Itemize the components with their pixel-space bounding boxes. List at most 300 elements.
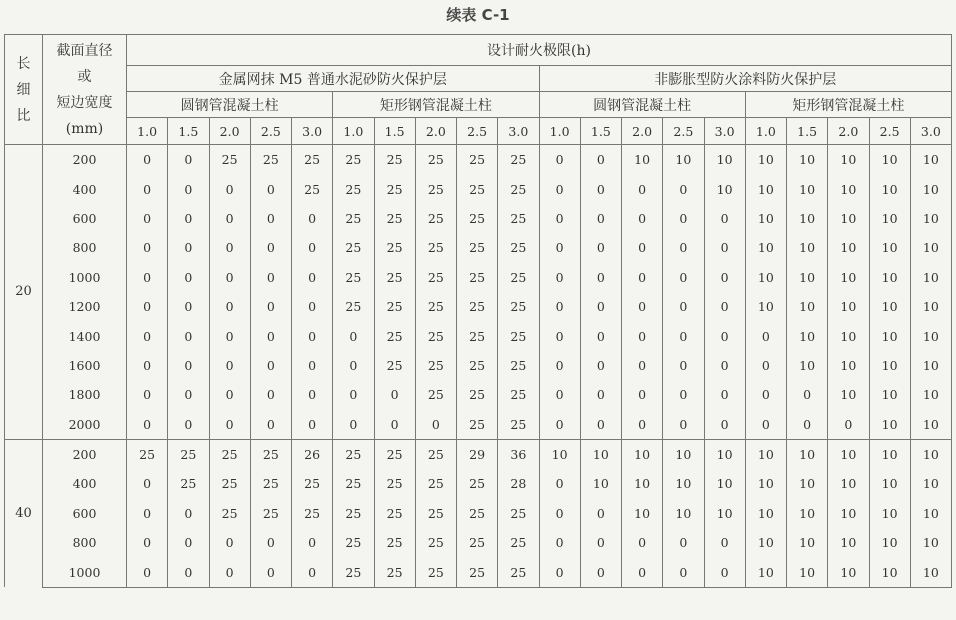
value-cell: 10 — [663, 469, 704, 498]
value-cell: 25 — [333, 439, 374, 469]
value-cell: 0 — [745, 410, 786, 440]
value-cell: 25 — [415, 292, 456, 321]
value-cell: 0 — [168, 528, 209, 557]
value-cell: 25 — [250, 145, 291, 175]
value-cell: 0 — [539, 499, 580, 528]
slenderness-cell: 20 — [5, 145, 43, 440]
value-cell: 0 — [539, 410, 580, 440]
value-cell: 0 — [168, 351, 209, 380]
value-cell: 25 — [415, 557, 456, 587]
value-cell: 0 — [127, 204, 168, 233]
value-cell: 25 — [498, 321, 539, 350]
value-cell: 0 — [209, 174, 250, 203]
value-cell: 10 — [910, 233, 951, 262]
value-cell: 0 — [127, 380, 168, 409]
value-cell: 0 — [622, 204, 663, 233]
table-body — [5, 145, 952, 588]
value-cell: 25 — [415, 174, 456, 203]
value-cell: 0 — [663, 292, 704, 321]
value-cell: 25 — [250, 469, 291, 498]
value-cell: 0 — [168, 263, 209, 292]
value-cell: 25 — [415, 321, 456, 350]
value-cell: 0 — [333, 351, 374, 380]
value-cell: 25 — [374, 204, 415, 233]
value-cell: 0 — [292, 292, 333, 321]
value-cell: 25 — [209, 439, 250, 469]
value-cell: 0 — [250, 351, 291, 380]
value-cell: 0 — [250, 233, 291, 262]
value-cell: 25 — [168, 439, 209, 469]
value-cell: 25 — [457, 557, 498, 587]
value-cell: 0 — [704, 292, 745, 321]
value-cell: 10 — [869, 204, 910, 233]
value-cell: 0 — [704, 557, 745, 587]
value-cell: 0 — [539, 321, 580, 350]
value-cell: 0 — [580, 410, 621, 440]
value-cell: 10 — [745, 145, 786, 175]
value-cell: 0 — [622, 528, 663, 557]
value-cell: 25 — [333, 292, 374, 321]
value-cell: 0 — [580, 380, 621, 409]
value-cell: 10 — [828, 321, 869, 350]
value-cell: 0 — [127, 174, 168, 203]
group-header-coating: 非膨胀型防火涂料防火保护层 — [539, 66, 952, 92]
value-cell: 0 — [580, 499, 621, 528]
fire-protection-table — [4, 34, 952, 588]
value-cell: 29 — [457, 439, 498, 469]
table-row — [5, 174, 952, 203]
value-cell: 25 — [209, 499, 250, 528]
table-row — [5, 499, 952, 528]
value-cell: 0 — [292, 410, 333, 440]
value-cell: 0 — [704, 351, 745, 380]
value-cell: 10 — [869, 439, 910, 469]
value-cell: 25 — [457, 233, 498, 262]
value-cell: 10 — [745, 204, 786, 233]
value-cell: 0 — [704, 204, 745, 233]
value-cell: 10 — [787, 557, 828, 587]
value-cell: 10 — [704, 469, 745, 498]
value-cell: 0 — [127, 469, 168, 498]
value-cell: 25 — [250, 499, 291, 528]
hour-header-cell: 1.0 — [127, 118, 168, 145]
value-cell: 0 — [663, 174, 704, 203]
value-cell: 10 — [704, 499, 745, 528]
value-cell: 0 — [374, 410, 415, 440]
size-cell: 1000 — [43, 557, 127, 587]
value-cell: 10 — [787, 528, 828, 557]
value-cell: 0 — [704, 410, 745, 440]
value-cell: 25 — [374, 145, 415, 175]
value-cell: 10 — [910, 174, 951, 203]
value-cell: 10 — [869, 528, 910, 557]
value-cell: 0 — [704, 321, 745, 350]
value-cell: 0 — [622, 174, 663, 203]
value-cell: 10 — [828, 528, 869, 557]
value-cell: 0 — [663, 263, 704, 292]
subgroup-header: 矩形钢管混凝土柱 — [333, 92, 539, 118]
value-cell: 25 — [333, 469, 374, 498]
value-cell: 25 — [374, 469, 415, 498]
value-cell: 25 — [457, 292, 498, 321]
value-cell: 0 — [292, 380, 333, 409]
value-cell: 25 — [333, 499, 374, 528]
table-header — [5, 35, 952, 145]
hour-header-cell: 1.5 — [168, 118, 209, 145]
value-cell: 0 — [250, 321, 291, 350]
value-cell: 0 — [209, 528, 250, 557]
value-cell: 10 — [663, 145, 704, 175]
hour-header-cell: 2.0 — [415, 118, 456, 145]
value-cell: 25 — [415, 528, 456, 557]
value-cell: 0 — [663, 351, 704, 380]
value-cell: 0 — [622, 263, 663, 292]
value-cell: 10 — [745, 499, 786, 528]
value-cell: 0 — [333, 380, 374, 409]
size-cell: 1400 — [43, 321, 127, 350]
value-cell: 10 — [787, 321, 828, 350]
value-cell: 25 — [333, 174, 374, 203]
value-cell: 25 — [374, 439, 415, 469]
value-cell: 0 — [292, 557, 333, 587]
value-cell: 25 — [292, 469, 333, 498]
value-cell: 25 — [415, 469, 456, 498]
value-cell: 10 — [869, 263, 910, 292]
value-cell: 0 — [539, 145, 580, 175]
value-cell: 0 — [374, 380, 415, 409]
value-cell: 0 — [333, 321, 374, 350]
value-cell: 25 — [457, 351, 498, 380]
value-cell: 10 — [787, 351, 828, 380]
value-cell: 0 — [622, 557, 663, 587]
value-cell: 0 — [127, 145, 168, 175]
value-cell: 25 — [498, 528, 539, 557]
table-row — [5, 321, 952, 350]
value-cell: 10 — [745, 292, 786, 321]
value-cell: 10 — [787, 233, 828, 262]
value-cell: 25 — [498, 174, 539, 203]
value-cell: 0 — [539, 174, 580, 203]
value-cell: 0 — [250, 263, 291, 292]
value-cell: 10 — [745, 439, 786, 469]
value-cell: 25 — [209, 469, 250, 498]
value-cell: 10 — [787, 174, 828, 203]
value-cell: 0 — [539, 351, 580, 380]
hour-header-cell: 1.0 — [745, 118, 786, 145]
value-cell: 25 — [457, 469, 498, 498]
value-cell: 25 — [415, 263, 456, 292]
value-cell: 10 — [622, 469, 663, 498]
value-cell: 0 — [168, 292, 209, 321]
value-cell: 10 — [580, 439, 621, 469]
table-row — [5, 380, 952, 409]
value-cell: 25 — [374, 233, 415, 262]
value-cell: 25 — [374, 321, 415, 350]
value-cell: 25 — [498, 499, 539, 528]
value-cell: 25 — [415, 145, 456, 175]
hour-header-cell: 2.5 — [663, 118, 704, 145]
value-cell: 25 — [415, 204, 456, 233]
hour-header-cell: 1.5 — [374, 118, 415, 145]
value-cell: 10 — [910, 499, 951, 528]
value-cell: 0 — [745, 351, 786, 380]
value-cell: 25 — [457, 145, 498, 175]
value-cell: 10 — [787, 469, 828, 498]
value-cell: 10 — [828, 351, 869, 380]
hour-header-cell: 3.0 — [910, 118, 951, 145]
value-cell: 0 — [580, 528, 621, 557]
slenderness-cell: 40 — [5, 439, 43, 587]
value-cell: 0 — [209, 410, 250, 440]
value-cell: 10 — [828, 263, 869, 292]
hour-header-cell: 2.5 — [869, 118, 910, 145]
value-cell: 0 — [704, 528, 745, 557]
table-row — [5, 528, 952, 557]
value-cell: 10 — [910, 380, 951, 409]
value-cell: 10 — [745, 174, 786, 203]
value-cell: 0 — [580, 292, 621, 321]
value-cell: 10 — [704, 145, 745, 175]
value-cell: 0 — [209, 233, 250, 262]
size-cell: 1000 — [43, 263, 127, 292]
value-cell: 0 — [127, 292, 168, 321]
size-cell: 600 — [43, 204, 127, 233]
value-cell: 10 — [745, 557, 786, 587]
value-cell: 0 — [292, 233, 333, 262]
value-cell: 0 — [663, 233, 704, 262]
value-cell: 0 — [250, 557, 291, 587]
value-cell: 10 — [787, 204, 828, 233]
size-cell: 1200 — [43, 292, 127, 321]
table-row — [5, 469, 952, 498]
value-cell: 0 — [168, 233, 209, 262]
value-cell: 25 — [333, 233, 374, 262]
table-row — [5, 557, 952, 587]
value-cell: 25 — [498, 204, 539, 233]
value-cell: 0 — [580, 145, 621, 175]
value-cell: 10 — [539, 439, 580, 469]
value-cell: 0 — [663, 557, 704, 587]
value-cell: 10 — [828, 145, 869, 175]
value-cell: 0 — [127, 557, 168, 587]
value-cell: 0 — [580, 233, 621, 262]
value-cell: 0 — [539, 204, 580, 233]
value-cell: 10 — [869, 380, 910, 409]
value-cell: 0 — [663, 204, 704, 233]
value-cell: 10 — [828, 557, 869, 587]
value-cell: 10 — [910, 292, 951, 321]
hour-header-cell: 1.0 — [539, 118, 580, 145]
value-cell: 0 — [622, 321, 663, 350]
value-cell: 25 — [374, 174, 415, 203]
value-cell: 0 — [580, 263, 621, 292]
value-cell: 0 — [622, 351, 663, 380]
value-cell: 10 — [828, 439, 869, 469]
value-cell: 0 — [127, 528, 168, 557]
value-cell: 0 — [127, 263, 168, 292]
value-cell: 25 — [292, 499, 333, 528]
value-cell: 25 — [374, 528, 415, 557]
value-cell: 0 — [127, 321, 168, 350]
value-cell: 10 — [745, 233, 786, 262]
size-cell: 1600 — [43, 351, 127, 380]
value-cell: 0 — [168, 499, 209, 528]
value-cell: 25 — [374, 263, 415, 292]
hour-header-cell: 3.0 — [498, 118, 539, 145]
value-cell: 10 — [869, 499, 910, 528]
value-cell: 25 — [333, 263, 374, 292]
value-cell: 0 — [250, 528, 291, 557]
value-cell: 10 — [828, 292, 869, 321]
value-cell: 10 — [910, 145, 951, 175]
table-row — [5, 410, 952, 440]
value-cell: 0 — [209, 263, 250, 292]
size-cell: 800 — [43, 528, 127, 557]
value-cell: 36 — [498, 439, 539, 469]
value-cell: 0 — [622, 410, 663, 440]
value-cell: 0 — [622, 233, 663, 262]
value-cell: 25 — [415, 380, 456, 409]
value-cell: 0 — [704, 263, 745, 292]
hour-header-cell: 3.0 — [704, 118, 745, 145]
value-cell: 0 — [127, 233, 168, 262]
value-cell: 0 — [663, 410, 704, 440]
value-cell: 25 — [333, 145, 374, 175]
value-cell: 0 — [622, 380, 663, 409]
value-cell: 10 — [869, 321, 910, 350]
size-cell: 800 — [43, 233, 127, 262]
value-cell: 25 — [333, 528, 374, 557]
value-cell: 0 — [828, 410, 869, 440]
value-cell: 25 — [457, 204, 498, 233]
value-cell: 25 — [209, 145, 250, 175]
value-cell: 0 — [127, 351, 168, 380]
value-cell: 0 — [168, 145, 209, 175]
slenderness-header: 长 细 比 — [5, 35, 43, 145]
hour-header-cell: 3.0 — [292, 118, 333, 145]
value-cell: 0 — [333, 410, 374, 440]
value-cell: 10 — [869, 410, 910, 440]
value-cell: 10 — [745, 469, 786, 498]
value-cell: 0 — [539, 263, 580, 292]
value-cell: 0 — [209, 351, 250, 380]
value-cell: 0 — [209, 557, 250, 587]
value-cell: 10 — [787, 292, 828, 321]
value-cell: 25 — [292, 145, 333, 175]
value-cell: 10 — [869, 233, 910, 262]
value-cell: 26 — [292, 439, 333, 469]
hour-header-cell: 2.5 — [457, 118, 498, 145]
value-cell: 10 — [910, 321, 951, 350]
value-cell: 0 — [787, 410, 828, 440]
value-cell: 0 — [580, 351, 621, 380]
table-row — [5, 292, 952, 321]
value-cell: 25 — [168, 469, 209, 498]
hour-header-cell: 1.0 — [333, 118, 374, 145]
hour-header-cell: 2.0 — [622, 118, 663, 145]
value-cell: 0 — [704, 233, 745, 262]
value-cell: 0 — [292, 321, 333, 350]
value-cell: 28 — [498, 469, 539, 498]
hour-header-cell: 1.5 — [787, 118, 828, 145]
value-cell: 25 — [333, 557, 374, 587]
value-cell: 25 — [292, 174, 333, 203]
value-cell: 0 — [209, 321, 250, 350]
value-cell: 10 — [828, 469, 869, 498]
value-cell: 25 — [498, 263, 539, 292]
value-cell: 10 — [622, 499, 663, 528]
value-cell: 10 — [910, 528, 951, 557]
hour-header-cell: 2.0 — [209, 118, 250, 145]
value-cell: 25 — [457, 528, 498, 557]
table-row — [5, 204, 952, 233]
value-cell: 0 — [127, 499, 168, 528]
value-cell: 25 — [498, 292, 539, 321]
table-row — [5, 439, 952, 469]
value-cell: 10 — [580, 469, 621, 498]
value-cell: 10 — [910, 263, 951, 292]
value-cell: 10 — [910, 204, 951, 233]
subgroup-header: 矩形钢管混凝土柱 — [745, 92, 951, 118]
value-cell: 10 — [869, 351, 910, 380]
value-cell: 0 — [745, 321, 786, 350]
value-cell: 0 — [580, 321, 621, 350]
value-cell: 0 — [539, 469, 580, 498]
table-row — [5, 263, 952, 292]
value-cell: 0 — [787, 380, 828, 409]
value-cell: 10 — [663, 439, 704, 469]
size-cell: 400 — [43, 469, 127, 498]
value-cell: 10 — [828, 174, 869, 203]
value-cell: 0 — [292, 351, 333, 380]
size-cell: 600 — [43, 499, 127, 528]
value-cell: 0 — [539, 292, 580, 321]
value-cell: 25 — [457, 499, 498, 528]
value-cell: 0 — [250, 410, 291, 440]
value-cell: 10 — [622, 145, 663, 175]
value-cell: 0 — [209, 204, 250, 233]
value-cell: 0 — [168, 380, 209, 409]
value-cell: 0 — [127, 410, 168, 440]
value-cell: 0 — [580, 204, 621, 233]
size-cell: 2000 — [43, 410, 127, 440]
value-cell: 0 — [415, 410, 456, 440]
value-cell: 0 — [168, 174, 209, 203]
value-cell: 10 — [745, 263, 786, 292]
value-cell: 0 — [663, 528, 704, 557]
value-cell: 10 — [787, 499, 828, 528]
size-cell: 400 — [43, 174, 127, 203]
value-cell: 10 — [828, 233, 869, 262]
value-cell: 0 — [580, 557, 621, 587]
value-cell: 0 — [168, 557, 209, 587]
value-cell: 0 — [250, 292, 291, 321]
size-cell: 200 — [43, 145, 127, 175]
value-cell: 10 — [910, 469, 951, 498]
value-cell: 0 — [622, 292, 663, 321]
hours-header-row — [5, 118, 952, 145]
value-cell: 25 — [498, 351, 539, 380]
value-cell: 25 — [498, 145, 539, 175]
value-cell: 0 — [663, 321, 704, 350]
subgroup-header: 圆钢管混凝土柱 — [127, 92, 333, 118]
value-cell: 0 — [250, 380, 291, 409]
value-cell: 10 — [704, 174, 745, 203]
value-cell: 10 — [787, 439, 828, 469]
value-cell: 10 — [828, 380, 869, 409]
value-cell: 25 — [415, 439, 456, 469]
value-cell: 10 — [745, 528, 786, 557]
